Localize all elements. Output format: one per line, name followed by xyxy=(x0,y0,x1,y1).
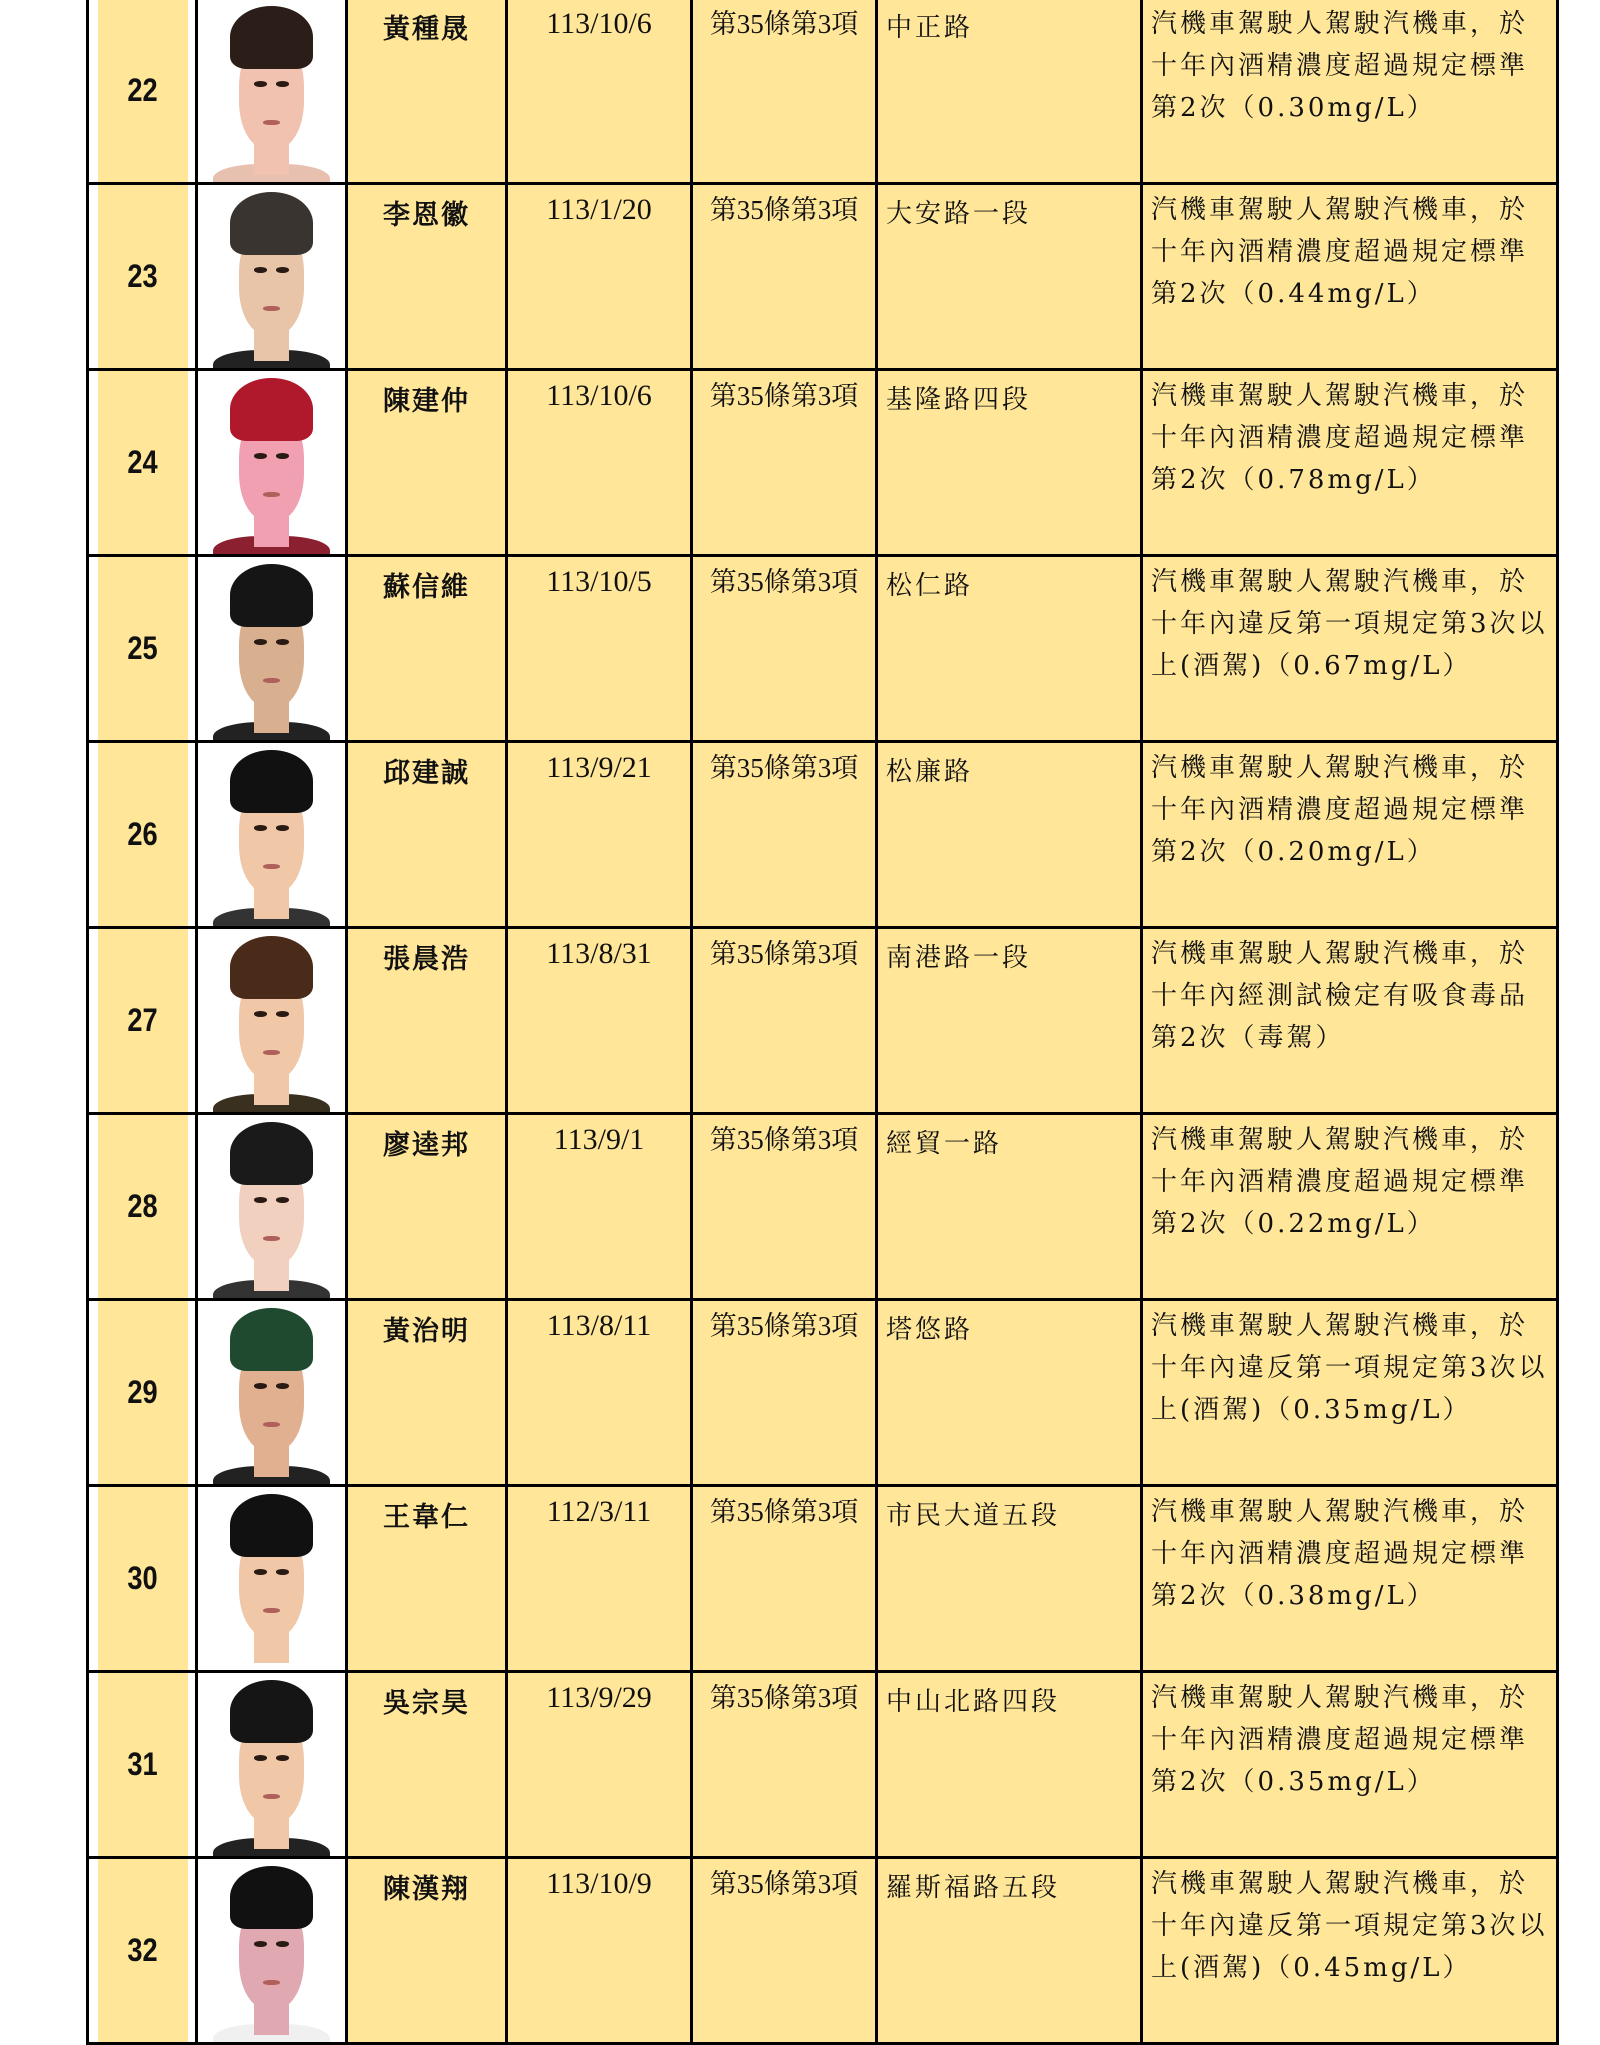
portrait-photo xyxy=(197,1858,347,2044)
law-article: 第35條第3項 xyxy=(692,1300,877,1486)
violation-location: 市民大道五段 xyxy=(877,1486,1142,1672)
violation-location: 塔悠路 xyxy=(877,1300,1142,1486)
violation-date: 113/8/11 xyxy=(507,1300,692,1486)
row-number: 32 xyxy=(96,1858,189,2044)
row-number: 26 xyxy=(96,742,189,928)
portrait-photo xyxy=(197,370,347,556)
portrait-eye-right xyxy=(276,81,289,86)
offender-name: 廖逵邦 xyxy=(347,1114,507,1300)
portrait-photo xyxy=(197,184,347,370)
law-article: 第35條第3項 xyxy=(692,556,877,742)
portrait-eye-left xyxy=(254,1941,267,1946)
portrait-image xyxy=(198,0,345,182)
portrait-photo xyxy=(197,0,347,184)
offender-name: 陳建仲 xyxy=(347,370,507,556)
portrait-image xyxy=(198,185,345,368)
portrait-eye-left xyxy=(254,267,267,272)
violation-description: 汽機車駕駛人駕駛汽機車，於十年內酒精濃度超過規定標準第2次（0.22mg/L） xyxy=(1142,1114,1558,1300)
table-row xyxy=(88,1672,1558,1858)
portrait-hair xyxy=(230,192,312,254)
offender-name: 王韋仁 xyxy=(347,1486,507,1672)
violation-date: 113/8/31 xyxy=(507,928,692,1114)
table-row xyxy=(88,1114,1558,1300)
portrait-mouth xyxy=(263,1794,281,1799)
law-article: 第35條第3項 xyxy=(692,1114,877,1300)
row-number: 29 xyxy=(96,1300,189,1486)
table-row xyxy=(88,742,1558,928)
portrait-mouth xyxy=(263,1608,281,1613)
row-number: 27 xyxy=(96,928,189,1114)
portrait-hair xyxy=(230,1866,312,1928)
table-row xyxy=(88,370,1558,556)
violation-location: 經貿一路 xyxy=(877,1114,1142,1300)
violation-description: 汽機車駕駛人駕駛汽機車，於十年內酒精濃度超過規定標準第2次（0.20mg/L） xyxy=(1142,742,1558,928)
portrait-image xyxy=(198,929,345,1112)
violation-location: 南港路一段 xyxy=(877,928,1142,1114)
law-article: 第35條第3項 xyxy=(692,1672,877,1858)
violation-description: 汽機車駕駛人駕駛汽機車，於十年內違反第一項規定第3次以上(酒駕)（0.45mg/L） xyxy=(1142,1858,1558,2044)
row-number: 22 xyxy=(96,0,189,184)
portrait-mouth xyxy=(263,864,281,869)
offender-name: 陳漢翔 xyxy=(347,1858,507,2044)
portrait-photo xyxy=(197,1300,347,1486)
violation-description: 汽機車駕駛人駕駛汽機車，於十年內酒精濃度超過規定標準第2次（0.38mg/L） xyxy=(1142,1486,1558,1672)
portrait-hair xyxy=(230,6,312,68)
violation-date: 113/10/9 xyxy=(507,1858,692,2044)
portrait-eye-left xyxy=(254,1569,267,1574)
row-number: 24 xyxy=(96,370,189,556)
violation-date: 113/9/1 xyxy=(507,1114,692,1300)
portrait-image xyxy=(198,557,345,740)
portrait-image xyxy=(198,371,345,554)
portrait-mouth xyxy=(263,1422,281,1427)
portrait-image xyxy=(198,1487,345,1670)
violation-date: 113/10/5 xyxy=(507,556,692,742)
violation-location: 中正路 xyxy=(877,0,1142,184)
portrait-eye-right xyxy=(276,1383,289,1388)
table-row xyxy=(88,1486,1558,1672)
table-row xyxy=(88,0,1558,184)
portrait-hair xyxy=(230,1122,312,1184)
portrait-mouth xyxy=(263,1236,281,1241)
table-row xyxy=(88,556,1558,742)
portrait-image xyxy=(198,1115,345,1298)
violation-description: 汽機車駕駛人駕駛汽機車，於十年內酒精濃度超過規定標準第2次（0.35mg/L） xyxy=(1142,1672,1558,1858)
portrait-eye-right xyxy=(276,1197,289,1202)
row-number: 31 xyxy=(96,1672,189,1858)
violation-description: 汽機車駕駛人駕駛汽機車，於十年內經測試檢定有吸食毒品第2次（毒駕） xyxy=(1142,928,1558,1114)
offender-name: 李恩徽 xyxy=(347,184,507,370)
violation-date: 113/1/20 xyxy=(507,184,692,370)
portrait-mouth xyxy=(263,678,281,683)
law-article: 第35條第3項 xyxy=(692,184,877,370)
row-number: 28 xyxy=(96,1114,189,1300)
offender-name: 蘇信維 xyxy=(347,556,507,742)
violation-date: 113/10/6 xyxy=(507,370,692,556)
portrait-eye-right xyxy=(276,267,289,272)
law-article: 第35條第3項 xyxy=(692,0,877,184)
portrait-eye-left xyxy=(254,1011,267,1016)
offender-name: 邱建誠 xyxy=(347,742,507,928)
portrait-eye-right xyxy=(276,453,289,458)
portrait-image xyxy=(198,1673,345,1856)
violation-location: 松廉路 xyxy=(877,742,1142,928)
portrait-hair xyxy=(230,1308,312,1370)
portrait-photo xyxy=(197,1114,347,1300)
portrait-eye-left xyxy=(254,639,267,644)
portrait-eye-left xyxy=(254,1755,267,1760)
portrait-mouth xyxy=(263,492,281,497)
portrait-eye-right xyxy=(276,825,289,830)
table-body xyxy=(88,0,1558,2044)
portrait-eye-right xyxy=(276,1941,289,1946)
row-number: 30 xyxy=(96,1486,189,1672)
violation-description: 汽機車駕駛人駕駛汽機車，於十年內酒精濃度超過規定標準第2次（0.30mg/L） xyxy=(1142,0,1558,184)
portrait-hair xyxy=(230,1680,312,1742)
law-article: 第35條第3項 xyxy=(692,370,877,556)
offender-name: 黃種晟 xyxy=(347,0,507,184)
portrait-hair xyxy=(230,378,312,440)
offender-name: 黃治明 xyxy=(347,1300,507,1486)
portrait-image xyxy=(198,1859,345,2042)
violation-date: 113/10/6 xyxy=(507,0,692,184)
law-article: 第35條第3項 xyxy=(692,1858,877,2044)
violation-date: 113/9/29 xyxy=(507,1672,692,1858)
portrait-image xyxy=(198,743,345,926)
portrait-mouth xyxy=(263,120,281,125)
portrait-mouth xyxy=(263,306,281,311)
table-row xyxy=(88,184,1558,370)
table-row xyxy=(88,1858,1558,2044)
portrait-photo xyxy=(197,1486,347,1672)
portrait-eye-left xyxy=(254,1197,267,1202)
violation-date: 113/9/21 xyxy=(507,742,692,928)
violation-date: 112/3/11 xyxy=(507,1486,692,1672)
portrait-eye-left xyxy=(254,1383,267,1388)
portrait-eye-right xyxy=(276,1755,289,1760)
portrait-image xyxy=(198,1301,345,1484)
table-row xyxy=(88,928,1558,1114)
offender-name: 吳宗昊 xyxy=(347,1672,507,1858)
portrait-eye-left xyxy=(254,453,267,458)
violation-description: 汽機車駕駛人駕駛汽機車，於十年內酒精濃度超過規定標準第2次（0.78mg/L） xyxy=(1142,370,1558,556)
portrait-mouth xyxy=(263,1050,281,1055)
portrait-photo xyxy=(197,928,347,1114)
portrait-photo xyxy=(197,742,347,928)
violation-location: 中山北路四段 xyxy=(877,1672,1142,1858)
violation-description: 汽機車駕駛人駕駛汽機車，於十年內酒精濃度超過規定標準第2次（0.44mg/L） xyxy=(1142,184,1558,370)
portrait-eye-right xyxy=(276,639,289,644)
portrait-eye-right xyxy=(276,1569,289,1574)
portrait-hair xyxy=(230,936,312,998)
portrait-hair xyxy=(230,564,312,626)
offender-table xyxy=(86,0,1559,2045)
portrait-photo xyxy=(197,556,347,742)
portrait-eye-right xyxy=(276,1011,289,1016)
portrait-eye-left xyxy=(254,825,267,830)
offender-table-container xyxy=(86,0,1556,2045)
violation-location: 松仁路 xyxy=(877,556,1142,742)
portrait-hair xyxy=(230,750,312,812)
portrait-mouth xyxy=(263,1980,281,1985)
offender-name: 張晨浩 xyxy=(347,928,507,1114)
row-number: 23 xyxy=(96,184,189,370)
portrait-eye-left xyxy=(254,81,267,86)
violation-location: 羅斯福路五段 xyxy=(877,1858,1142,2044)
portrait-hair xyxy=(230,1494,312,1556)
law-article: 第35條第3項 xyxy=(692,742,877,928)
violation-location: 大安路一段 xyxy=(877,184,1142,370)
violation-description: 汽機車駕駛人駕駛汽機車，於十年內違反第一項規定第3次以上(酒駕)（0.67mg/L） xyxy=(1142,556,1558,742)
law-article: 第35條第3項 xyxy=(692,1486,877,1672)
violation-description: 汽機車駕駛人駕駛汽機車，於十年內違反第一項規定第3次以上(酒駕)（0.35mg/L） xyxy=(1142,1300,1558,1486)
row-number: 25 xyxy=(96,556,189,742)
law-article: 第35條第3項 xyxy=(692,928,877,1114)
table-row xyxy=(88,1300,1558,1486)
portrait-photo xyxy=(197,1672,347,1858)
violation-location: 基隆路四段 xyxy=(877,370,1142,556)
